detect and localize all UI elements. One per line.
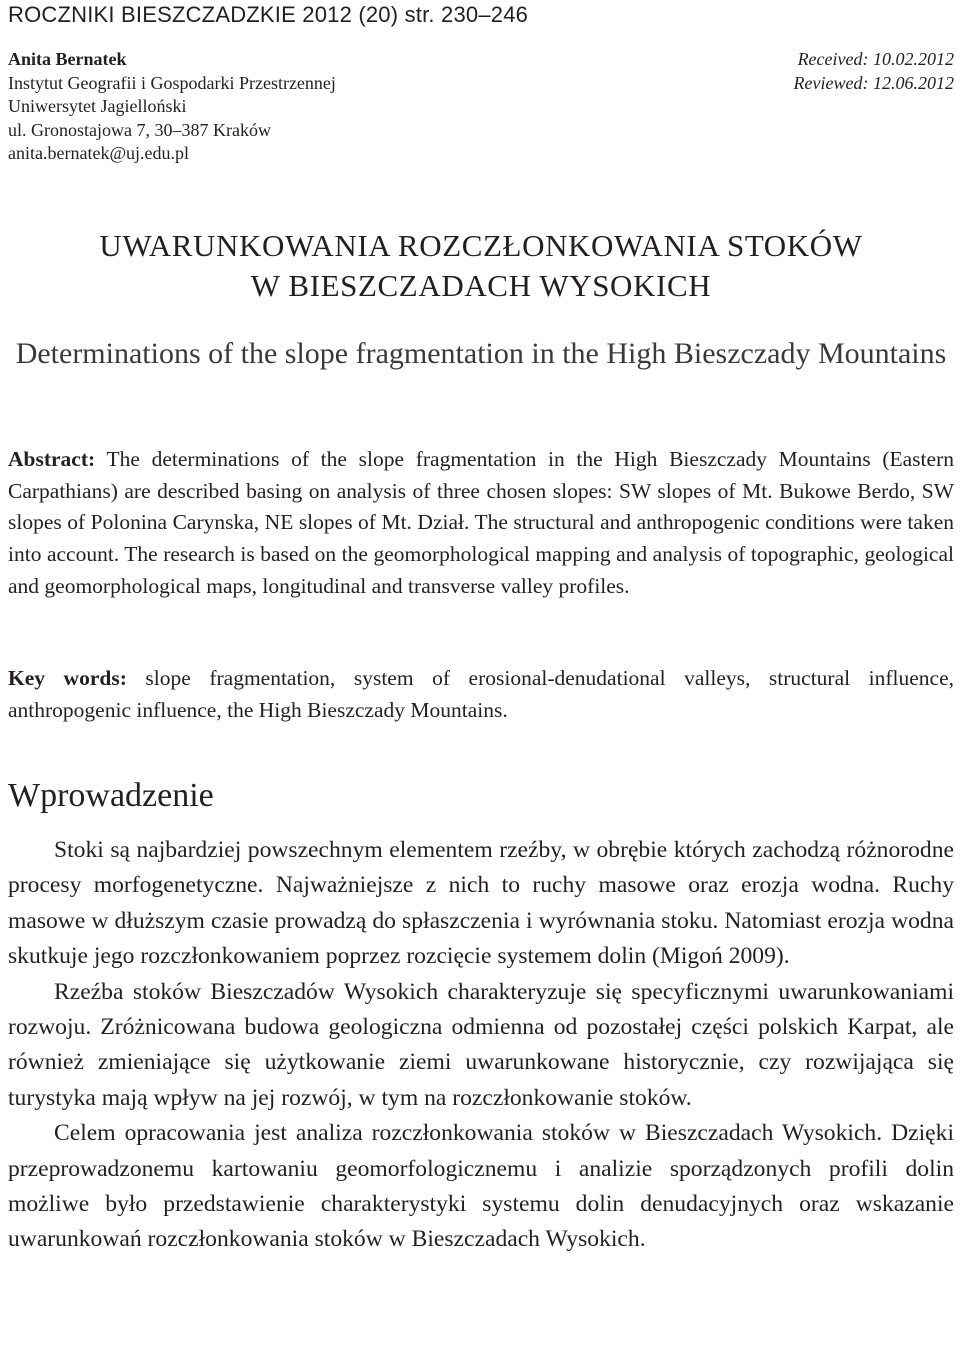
abstract bbox=[8, 444, 954, 603]
polish-title-line: UWARUNKOWANIA ROZCZŁONKOWANIA STOKÓW bbox=[99, 228, 863, 263]
section-body bbox=[8, 833, 954, 1258]
abstract-text: The determinations of the slope fragmentation in the High Bieszczady Mountains (Eastern Carpathians) are described basing on analysis of three chosen slopes: SW slopes of Mt. Bukowe Berdo, SW slopes of Polonina Carynska, NE slopes of Mt. Dział. The structural and anthropogenic conditions were taken into account. The research is based on the geomorphological mapping and analysis of topographic, geological and geomorphological maps, longitudinal and transverse valley profiles. bbox=[8, 447, 954, 598]
keywords-text: slope fragmentation, system of erosional-denudational valleys, structural influence, anthropogenic influence, the High Bieszczady Mountains. bbox=[8, 666, 954, 722]
author-name: Anita Bernatek bbox=[8, 49, 127, 69]
author-email: anita.bernatek@uj.edu.pl bbox=[8, 143, 190, 163]
received-date: Received: 10.02.2012 bbox=[797, 49, 954, 69]
english-title: Determinations of the slope fragmentation in the High Bieszczady Mountains bbox=[15, 337, 947, 370]
affiliation-line: ul. Gronostajowa 7, 30–387 Kraków bbox=[8, 119, 271, 140]
body-paragraph: Rzeźba stoków Bieszczadów Wysokich charakteryzuje się specyficznymi uwarunkowaniami rozwoju. Zróżnicowana budowa geologiczna odmienna od pozostałej części polskich Karpat, ale również zmieniające się użytkowanie ziemi uwarunkowane historycznie, czy rozwijająca się turystyka mają wpływ na jej rozwój, w tym na rozczłonkowanie stoków. bbox=[8, 978, 954, 1111]
section-heading: Wprowadzenie bbox=[8, 777, 214, 814]
affiliation-line: Uniwersytet Jagielloński bbox=[8, 96, 187, 116]
keywords-label: Key words: bbox=[8, 666, 127, 690]
body-paragraph: Celem opracowania jest analiza rozczłonkowania stoków w Bieszczadach Wysokich. Dzięki przeprowadzonemu kartowaniu geomorfologicznemu i analizie sporządzonych profili dolin możliwe było przedstawienie charakterystyki systemu dolin denudacyjnych oraz wskazanie uwarunkowań rozczłonkowania stoków w Bieszczadach Wysokich. bbox=[8, 1120, 954, 1253]
body-paragraph: Stoki są najbardziej powszechnym elementem rzeźby, w obrębie których zachodzą różnorodne procesy morfogenetyczne. Najważniejsze z nich to ruchy masowe oraz erozja wodna. Ruchy masowe w dłuższym czasie prowadzą do spłaszczenia i wyrównania stoku. Natomiast erozja wodna skutkuje jego rozczłonkowaniem poprzez rozcięcie systemem dolin (Migoń 2009). bbox=[8, 837, 954, 970]
review-dates bbox=[794, 48, 954, 95]
journal-header: ROCZNIKI BIESZCZADZKIE 2012 (20) str. 230–246 bbox=[8, 2, 529, 27]
abstract-label: Abstract: bbox=[8, 447, 96, 471]
reviewed-date: Reviewed: 12.06.2012 bbox=[793, 72, 954, 93]
author-block bbox=[8, 48, 336, 166]
polish-title-line: W BIESZCZADACH WYSOKICH bbox=[250, 268, 712, 303]
affiliation-line: Instytut Geografii i Gospodarki Przestrzennej bbox=[8, 72, 336, 93]
polish-title bbox=[8, 226, 954, 306]
keywords bbox=[8, 663, 954, 726]
